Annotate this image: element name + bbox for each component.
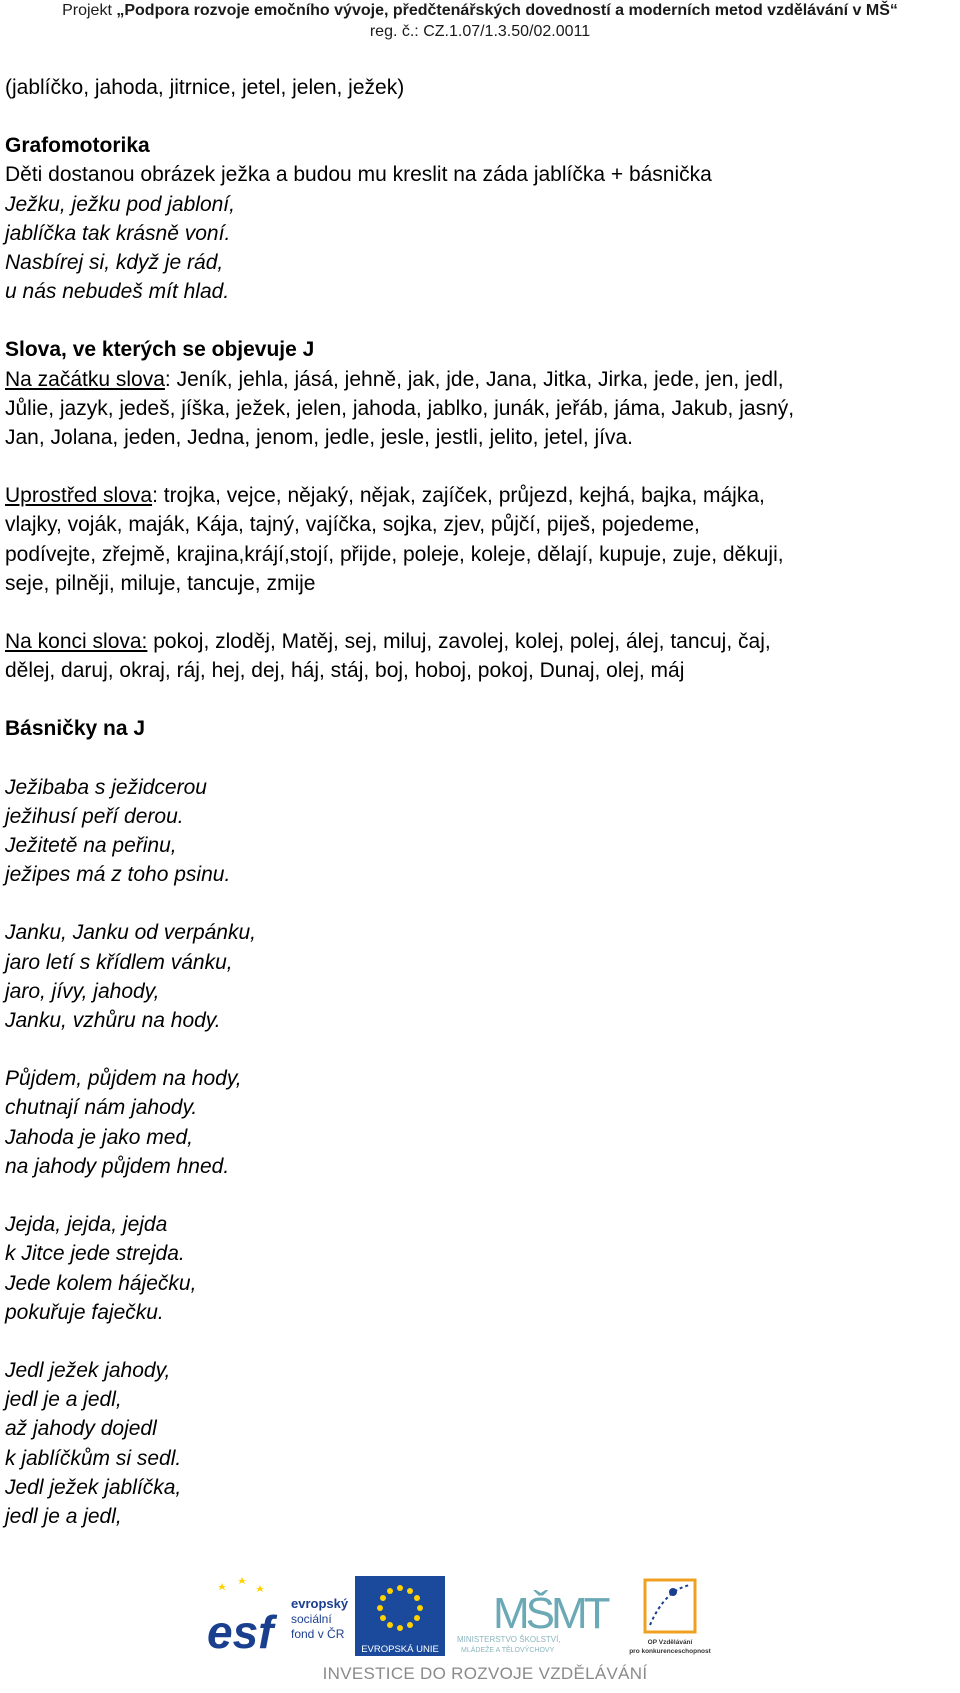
- poem-line: pokuřuje faječku.: [5, 1300, 164, 1324]
- poem-2: [5, 918, 957, 1035]
- middle-line: : trojka, vejce, nějaký, nějak, zajíček, průjezd, kejhá, bajka, májka,: [152, 484, 765, 508]
- op-logo: [629, 1580, 711, 1655]
- poem-line: Půjdem, půjdem na hody,: [5, 1067, 242, 1091]
- poem-line: až jahody dojedl: [5, 1417, 157, 1441]
- poem-line: jablíčka tak krásně voní.: [5, 221, 231, 245]
- intro-words: (jablíčko, jahoda, jitrnice, jetel, jelen, ježek): [5, 76, 405, 99]
- esf-text-line: sociální: [291, 1612, 332, 1626]
- esf-logo: [205, 1577, 349, 1658]
- poems-heading: Básničky na J: [5, 717, 146, 741]
- msmt-logo-text: MŠMT: [493, 1589, 607, 1638]
- funding-logos: [205, 1570, 765, 1660]
- poem-1: [5, 773, 957, 890]
- esf-text-line: fond v ČR: [291, 1627, 345, 1641]
- poem-line: k Jitce jede strejda.: [5, 1242, 185, 1266]
- grafomotorika-heading: Grafomotorika: [5, 134, 150, 158]
- poem-line: jedl je a jedl,: [5, 1388, 122, 1412]
- op-text-line: OP Vzdělávání: [647, 1639, 693, 1646]
- poem-line: Ježitetě na peřinu,: [5, 834, 177, 858]
- poem-3: [5, 1064, 957, 1181]
- funding-footer: [205, 1570, 765, 1690]
- investice-label: INVESTICE DO ROZVOJE VZDĚLÁVÁNÍ: [322, 1664, 648, 1683]
- poem-line: Janku, Janku od verpánku,: [5, 921, 256, 945]
- end-line: dělej, daruj, okraj, ráj, hej, dej, háj, stáj, boj, hoboj, pokoj, Dunaj, olej, máj: [5, 659, 685, 683]
- poem-line: u nás nebudeš mít hlad.: [5, 280, 230, 304]
- msmt-text-line: MINISTERSTVO ŠKOLSTVÍ,: [457, 1635, 561, 1644]
- poem-line: Jahoda je jako med,: [5, 1125, 193, 1149]
- poem-line: Ježku, ježku pod jabloní,: [5, 192, 235, 216]
- project-name: „Podpora rozvoje emočního vývoje, předčtenářských dovedností a moderních metod vzdělávání v MŠ“: [116, 2, 898, 19]
- esf-logo-text: esf: [207, 1606, 274, 1658]
- middle-line: podívejte, zřejmě, krajina,krájí,stojí, přijde, poleje, koleje, dělají, kupuje, zuje, děkuji,: [5, 542, 784, 566]
- poem-line: Jedl ježek jahody,: [5, 1358, 171, 1382]
- msmt-text-line: MLÁDEŽE A TĚLOVÝCHOVY: [461, 1647, 555, 1654]
- end-line: pokoj, zloděj, Matěj, sej, miluj, zavolej, kolej, polej, álej, tancuj, čaj,: [147, 630, 771, 654]
- poem-line: jedl je a jedl,: [5, 1504, 122, 1528]
- poem-line: ježihusí peří derou.: [5, 804, 184, 828]
- poem-5: [5, 1356, 957, 1531]
- start-line: Jan, Jolana, jeden, Jedna, jenom, jedle, jesle, jestli, jelito, jetel, jíva.: [5, 426, 634, 450]
- project-prefix: Projekt: [62, 2, 117, 19]
- grafomotorika-poem: [5, 190, 957, 307]
- poem-line: ježipes má z toho psinu.: [5, 863, 231, 887]
- middle-line: vlajky, voják, maják, Kája, tajný, vajíčka, sojka, zjev, půjčí, piješ, pojedeme,: [5, 513, 700, 537]
- poem-line: k jablíčkům si sedl.: [5, 1446, 182, 1470]
- grafomotorika-text: Děti dostanou obrázek ježka a budou mu kreslit na záda jablíčka + básnička: [5, 163, 712, 187]
- poem-line: Nasbírej si, když je rád,: [5, 251, 224, 275]
- op-text-line: pro konkurenceschopnost: [629, 1648, 711, 1655]
- registration-number: reg. č.: CZ.1.07/1.3.50/02.0011: [369, 23, 591, 40]
- poem-line: Ježibaba s ježidcerou: [5, 775, 207, 799]
- end-label: Na konci slova:: [5, 630, 148, 654]
- esf-text-line: evropský: [291, 1596, 349, 1611]
- start-line: Jůlie, jazyk, jedeš, jíška, ježek, jelen, jahoda, jablko, junák, jeřáb, jáma, Jakub, jasný,: [5, 396, 795, 420]
- middle-line: seje, pilněji, miluje, tancuje, zmije: [5, 571, 316, 595]
- words-heading: Slova, ve kterých se objevuje J: [5, 338, 315, 362]
- eu-label: EVROPSKÁ UNIE: [361, 1644, 439, 1655]
- words-end-paragraph: [5, 627, 957, 685]
- poem-line: jaro, jívy, jahody,: [5, 979, 160, 1003]
- document-body: [5, 73, 957, 1531]
- project-title: [0, 0, 960, 21]
- words-middle-paragraph: [5, 481, 957, 598]
- words-start-paragraph: [5, 365, 957, 453]
- msmt-logo: [457, 1588, 610, 1654]
- middle-label: Uprostřed slova: [5, 484, 153, 508]
- poem-line: jaro letí s křídlem vánku,: [5, 950, 233, 974]
- start-line: : Jeník, jehla, jásá, jehně, jak, jde, Jana, Jitka, Jirka, jede, jen, jedl,: [164, 367, 784, 391]
- eu-flag: [355, 1576, 445, 1656]
- poem-line: na jahody půjdem hned.: [5, 1154, 230, 1178]
- poem-line: Jedl ježek jablíčka,: [5, 1475, 182, 1499]
- start-label: Na začátku slova: [5, 367, 165, 391]
- document-header: [0, 0, 960, 42]
- poem-line: Janku, vzhůru na hody.: [5, 1009, 221, 1033]
- poem-line: Jede kolem háječku,: [5, 1271, 197, 1295]
- poem-4: [5, 1210, 957, 1327]
- poem-line: chutnají nám jahody.: [5, 1096, 198, 1120]
- poem-line: Jejda, jejda, jejda: [5, 1213, 168, 1237]
